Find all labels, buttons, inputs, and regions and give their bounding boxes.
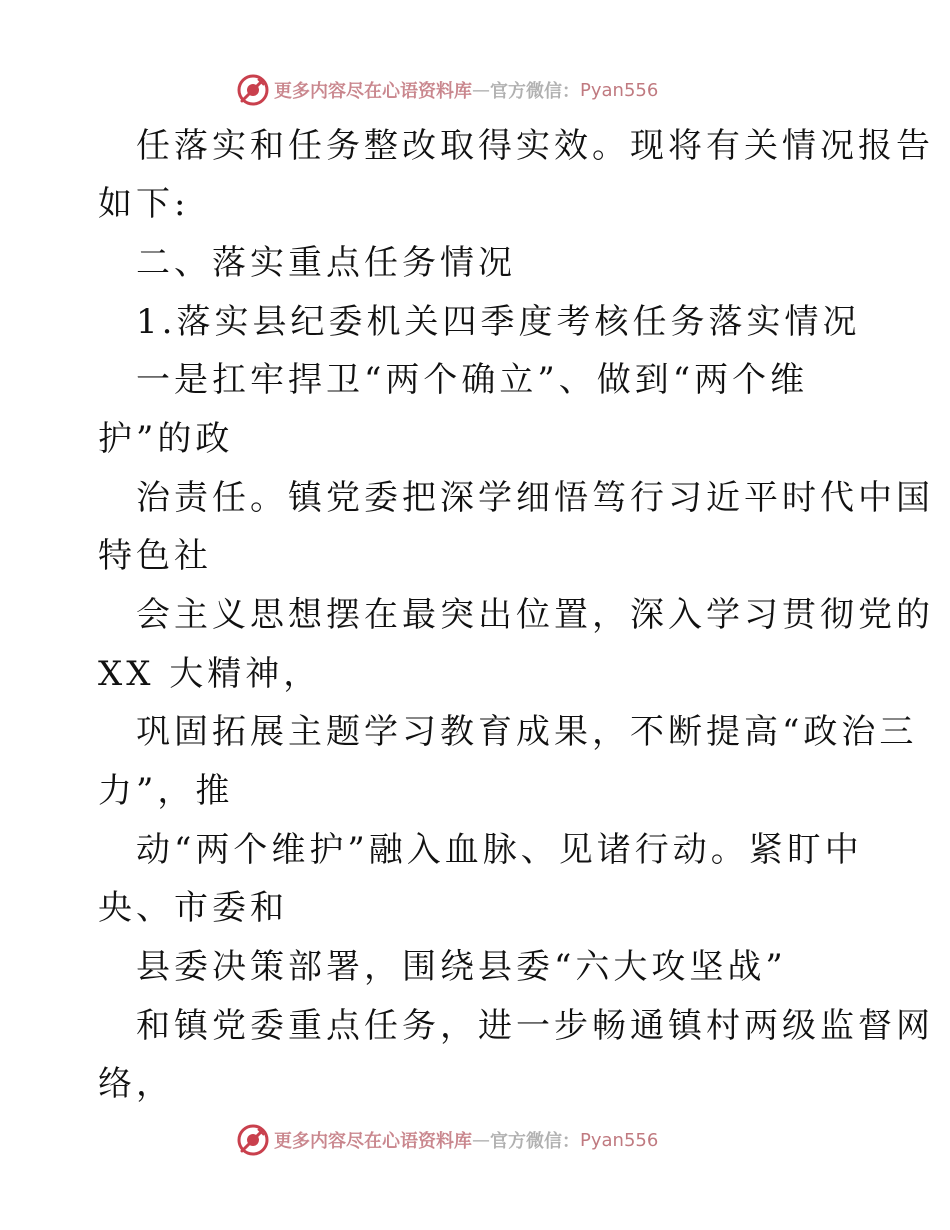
pen-logo-icon [236,1123,270,1157]
body-line: 护”的政 [98,419,234,459]
watermark-wechat-label: 官方微信： [490,1131,580,1152]
section-heading: 二、落实重点任务情况 [136,243,516,283]
body-line: 力”，推 [98,771,234,811]
footer-watermark [236,1122,658,1158]
watermark-main-text: 更多内容尽在心语资料库 [274,1131,472,1152]
body-line: 和镇党委重点任务，进一步畅通镇村两级监督网 [136,1006,934,1046]
body-line: 巩固拓展主题学习教育成果，不断提高“政治三 [136,712,918,752]
body-line: XX 大精神， [98,654,322,694]
subsection-heading: 1.落实县纪委机关四季度考核任务落实情况 [136,302,861,342]
body-line: 动“两个维护”融入血脉、见诸行动。紧盯中 [136,830,863,870]
watermark-dash: — [472,1129,490,1151]
watermark-dash: — [472,79,490,101]
body-line: 任落实和任务整改取得实效。现将有关情况报告 [136,126,934,166]
watermark-wechat-id: Pyan556 [580,79,659,101]
body-line: 央、市委和 [98,888,288,928]
body-line: 会主义思想摆在最突出位置，深入学习贯彻党的 [136,595,934,635]
header-watermark [236,72,658,108]
body-line: 一是扛牢捍卫“两个确立”、做到“两个维 [136,360,809,400]
body-line: 络， [98,1064,174,1104]
pen-logo-icon [236,73,270,107]
watermark-wechat-id: Pyan556 [580,1129,659,1151]
body-line: 特色社 [98,536,212,576]
body-line: 如下: [98,184,190,224]
body-line: 县委决策部署，围绕县委“六大攻坚战” [136,947,787,987]
body-line: 治责任。镇党委把深学细悟笃行习近平时代中国 [136,478,934,518]
watermark-wechat-label: 官方微信： [490,81,580,102]
watermark-main-text: 更多内容尽在心语资料库 [274,81,472,102]
